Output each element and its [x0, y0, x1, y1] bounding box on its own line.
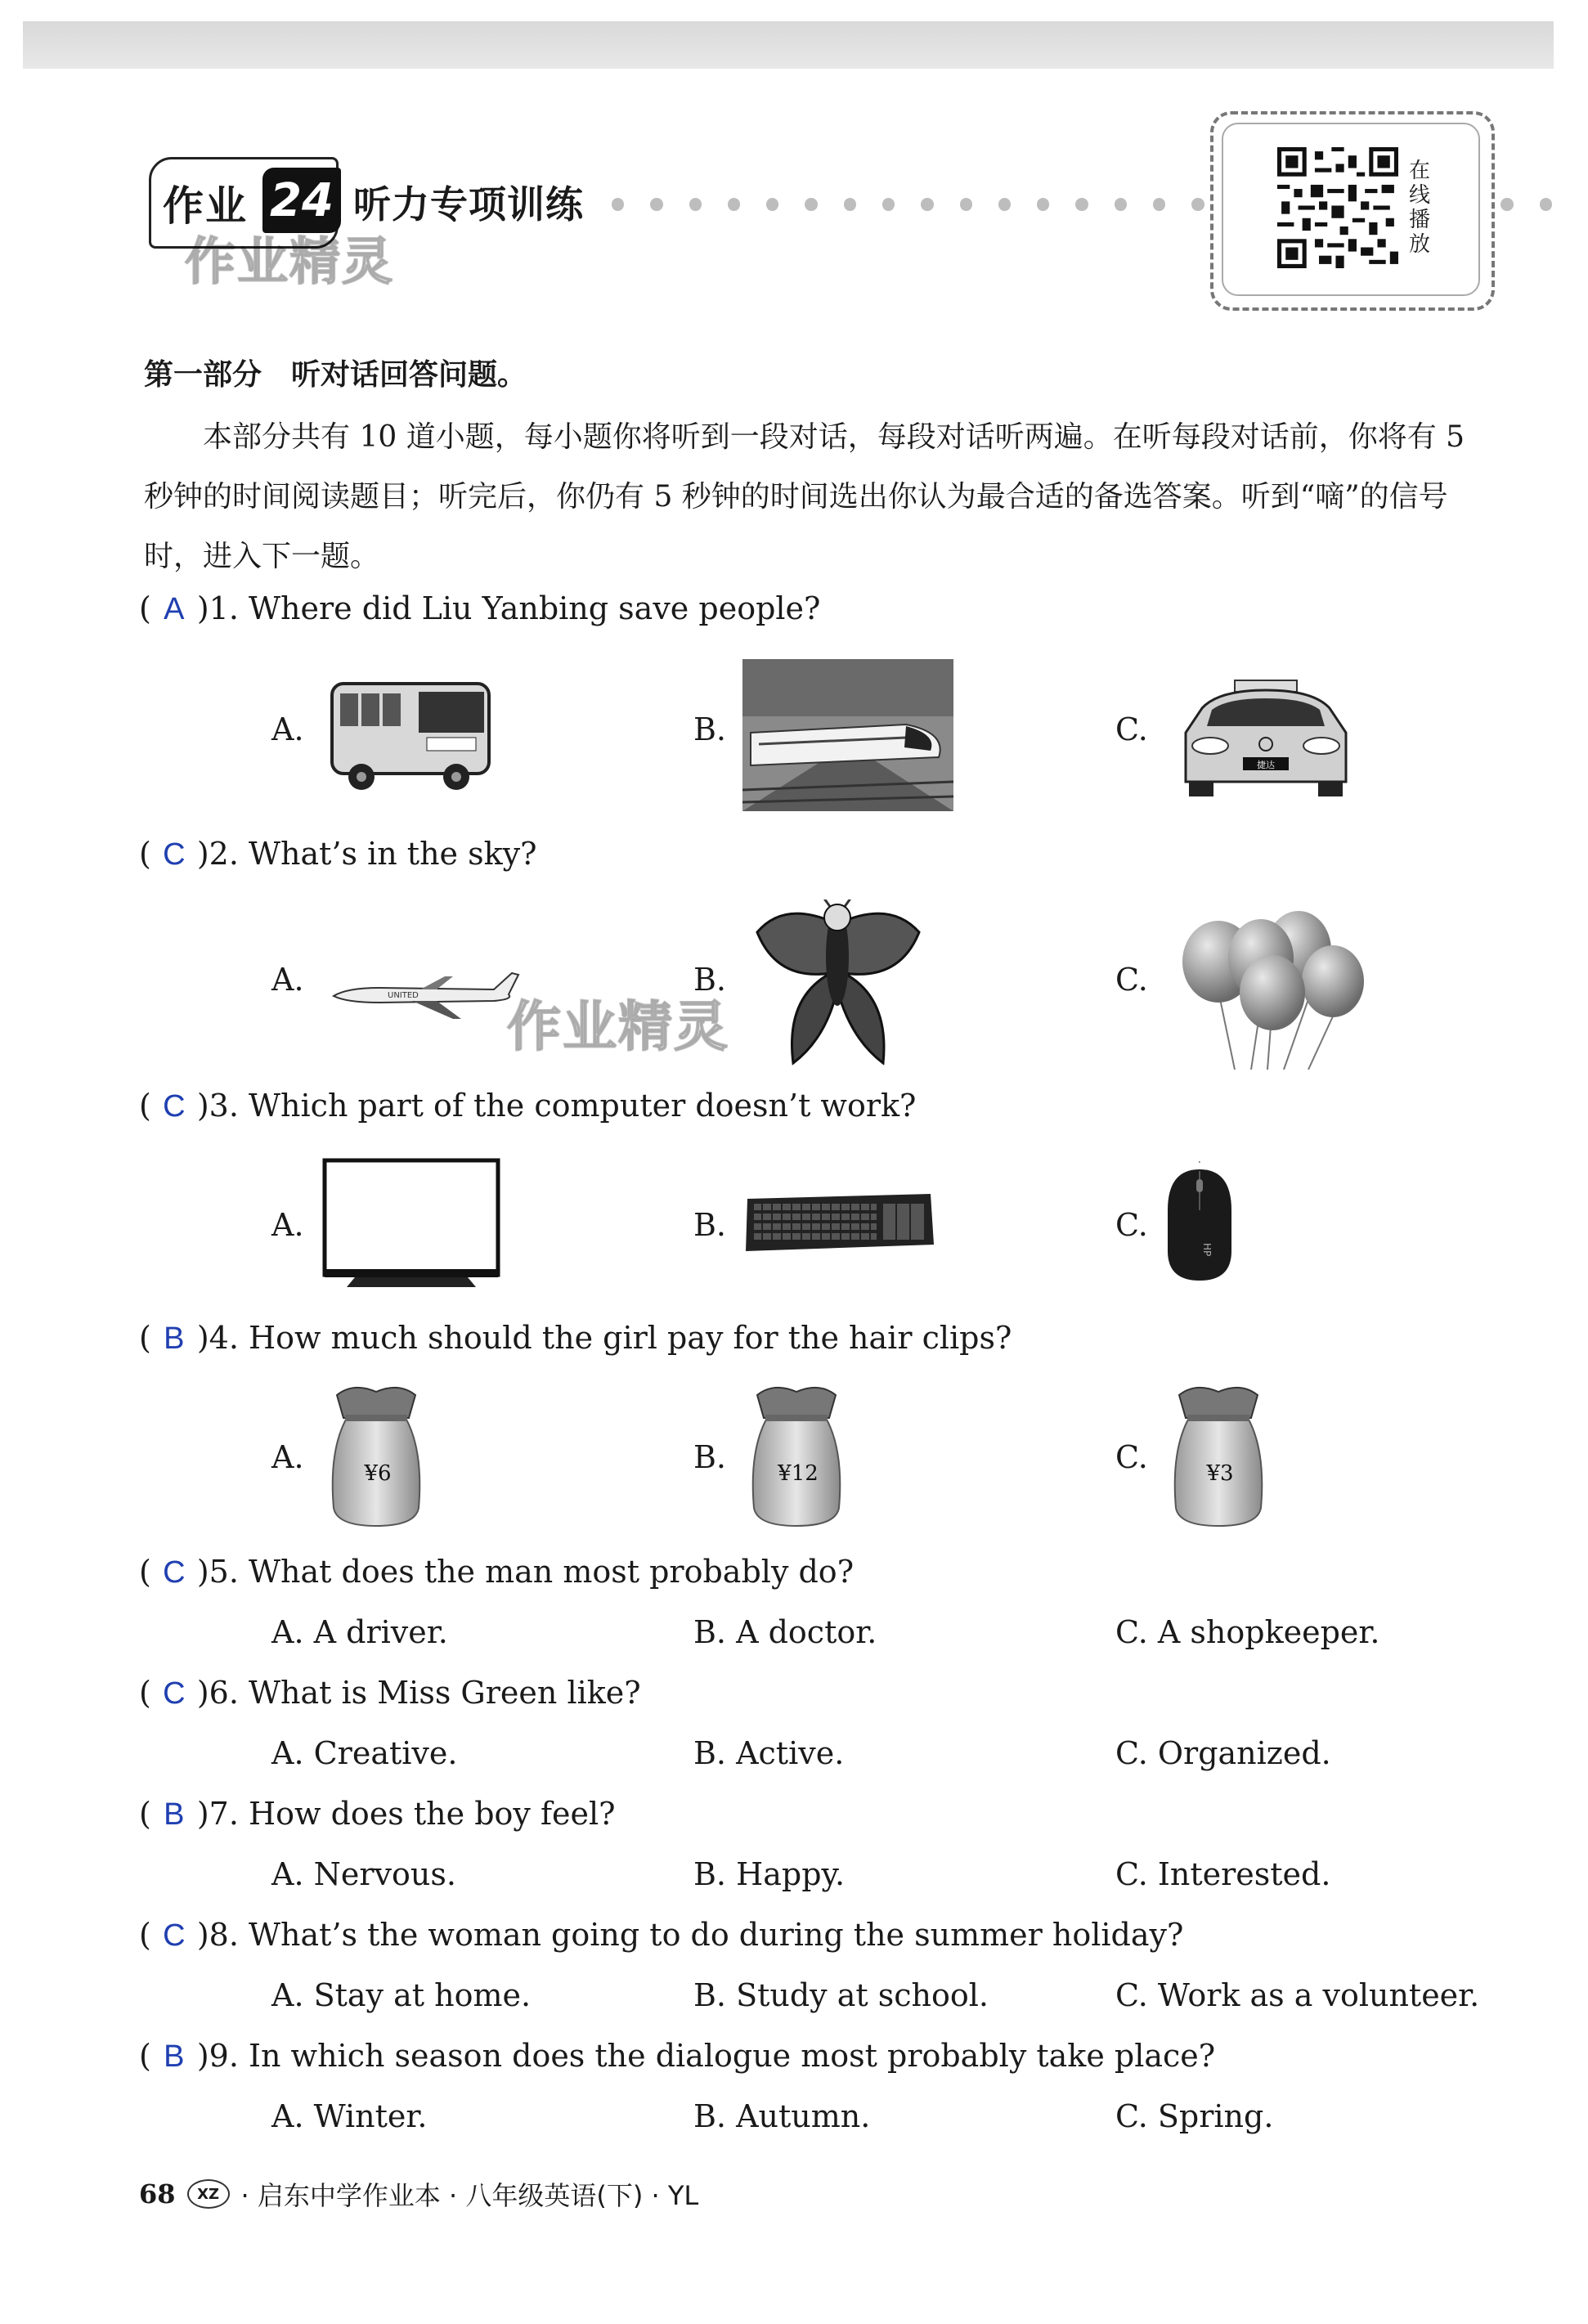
answer-5[interactable]: C: [163, 1555, 186, 1590]
question-1: ( A )1. Where did Liu Yanbing save people?: [139, 590, 821, 626]
q4-option-c-label[interactable]: C.: [1115, 1439, 1148, 1475]
svg-text:捷达: 捷达: [1257, 760, 1275, 770]
q4-option-b-label[interactable]: B.: [693, 1439, 727, 1475]
top-scan-bar: [23, 21, 1554, 69]
answer-2[interactable]: C: [163, 837, 186, 872]
q5-option-c[interactable]: C. A shopkeeper.: [1115, 1614, 1380, 1650]
watermark: 作业精灵: [185, 231, 395, 291]
question-9: ( B )9. In which season does the dialogue most probably take place?: [139, 2038, 1216, 2074]
answer-7[interactable]: B: [164, 1797, 185, 1832]
q2-option-c-label[interactable]: C.: [1115, 962, 1148, 998]
svg-text:¥12: ¥12: [778, 1461, 819, 1486]
q4-option-a-label[interactable]: A.: [271, 1439, 304, 1475]
svg-text:¥6: ¥6: [364, 1461, 392, 1486]
money-bag-3-image[interactable]: [1163, 1385, 1274, 1529]
q6-option-a[interactable]: A. Creative.: [271, 1735, 458, 1771]
answer-8[interactable]: C: [163, 1918, 186, 1953]
q9-option-b[interactable]: B. Autumn.: [693, 2098, 871, 2134]
kite-image[interactable]: [752, 900, 924, 1071]
q7-option-b[interactable]: B. Happy.: [693, 1856, 846, 1892]
answer-1[interactable]: A: [164, 592, 185, 626]
svg-text:HP: HP: [1201, 1243, 1213, 1257]
airplane-image[interactable]: [330, 965, 520, 1022]
question-4: ( B )4. How much should the girl pay for the hair clips?: [139, 1320, 1012, 1356]
q8-option-b[interactable]: B. Study at school.: [693, 1977, 989, 2013]
svg-text:UNITED: UNITED: [388, 991, 419, 1000]
question-8: ( C )8. What’s the woman going to do during the summer holiday?: [139, 1917, 1184, 1953]
question-3: ( C )3. Which part of the computer doesn’t work?: [139, 1088, 917, 1124]
q9-option-a[interactable]: A. Winter.: [271, 2098, 428, 2134]
page-footer: [139, 2175, 698, 2213]
section-heading: 第一部分 听对话回答问题。: [144, 358, 527, 392]
q2-option-b-label[interactable]: B.: [693, 962, 727, 998]
q2-option-a-label[interactable]: A.: [271, 962, 304, 998]
balloons-image[interactable]: [1169, 909, 1375, 1070]
answer-3[interactable]: C: [163, 1089, 186, 1124]
question-6: ( C )6. What is Miss Green like?: [139, 1675, 641, 1711]
q7-option-c[interactable]: C. Interested.: [1115, 1856, 1331, 1892]
svg-text:¥3: ¥3: [1206, 1461, 1234, 1486]
page-number: 68: [139, 2178, 176, 2210]
money-bag-12-image[interactable]: [741, 1385, 852, 1529]
footer-text: · 启东中学作业本 · 八年级英语(下) · YL: [240, 2180, 699, 2211]
qr-code-icon[interactable]: [1277, 147, 1398, 268]
q8-option-c[interactable]: C. Work as a volunteer.: [1115, 1977, 1480, 2013]
answer-4[interactable]: B: [164, 1321, 185, 1356]
taxi-image[interactable]: [1178, 675, 1354, 800]
q3-option-c-label[interactable]: C.: [1115, 1207, 1148, 1243]
q3-option-a-label[interactable]: A.: [271, 1207, 304, 1243]
section-intro: 本部分共有 10 道小题，每小题你将听到一段对话，每段对话听两遍。在听每段对话前，你将有 5 秒钟的时间阅读题目；听完后，你仍有 5 秒钟的时间选出你认为最合适的备选答案。听到“嘀”的信号时，进入下一题。: [144, 420, 1465, 573]
q9-option-c[interactable]: C. Spring.: [1115, 2098, 1274, 2134]
money-bag-6-image[interactable]: [321, 1385, 432, 1529]
q7-option-a[interactable]: A. Nervous.: [271, 1856, 456, 1892]
badge-label: 作业: [163, 182, 248, 230]
page-title: 听力专项训练: [353, 182, 584, 227]
mouse-image[interactable]: [1164, 1161, 1235, 1284]
publisher-logo-icon: XZ: [187, 2179, 230, 2209]
bus-image[interactable]: [329, 667, 496, 798]
qr-label: 在 线 播 放: [1408, 159, 1430, 257]
question-7: ( B )7. How does the boy feel?: [139, 1796, 616, 1832]
badge-number: 24: [262, 168, 341, 233]
q5-option-b[interactable]: B. A doctor.: [693, 1614, 877, 1650]
train-image[interactable]: [742, 659, 953, 811]
q1-option-b-label[interactable]: B.: [693, 711, 727, 747]
monitor-image[interactable]: [322, 1158, 500, 1289]
q5-option-a[interactable]: A. A driver.: [271, 1614, 448, 1650]
q1-option-c-label[interactable]: C.: [1115, 711, 1148, 747]
question-2: ( C )2. What’s in the sky?: [139, 836, 537, 872]
q6-option-c[interactable]: C. Organized.: [1115, 1735, 1331, 1771]
q3-option-b-label[interactable]: B.: [693, 1207, 727, 1243]
q8-option-a[interactable]: A. Stay at home.: [271, 1977, 532, 2013]
q6-option-b[interactable]: B. Active.: [693, 1735, 845, 1771]
watermark-2: 作业精灵: [507, 995, 729, 1058]
q1-option-a-label[interactable]: A.: [271, 711, 304, 747]
answer-9[interactable]: B: [164, 2039, 185, 2074]
keyboard-image[interactable]: [742, 1191, 935, 1256]
answer-6[interactable]: C: [163, 1676, 186, 1711]
question-5: ( C )5. What does the man most probably do?: [139, 1554, 855, 1590]
